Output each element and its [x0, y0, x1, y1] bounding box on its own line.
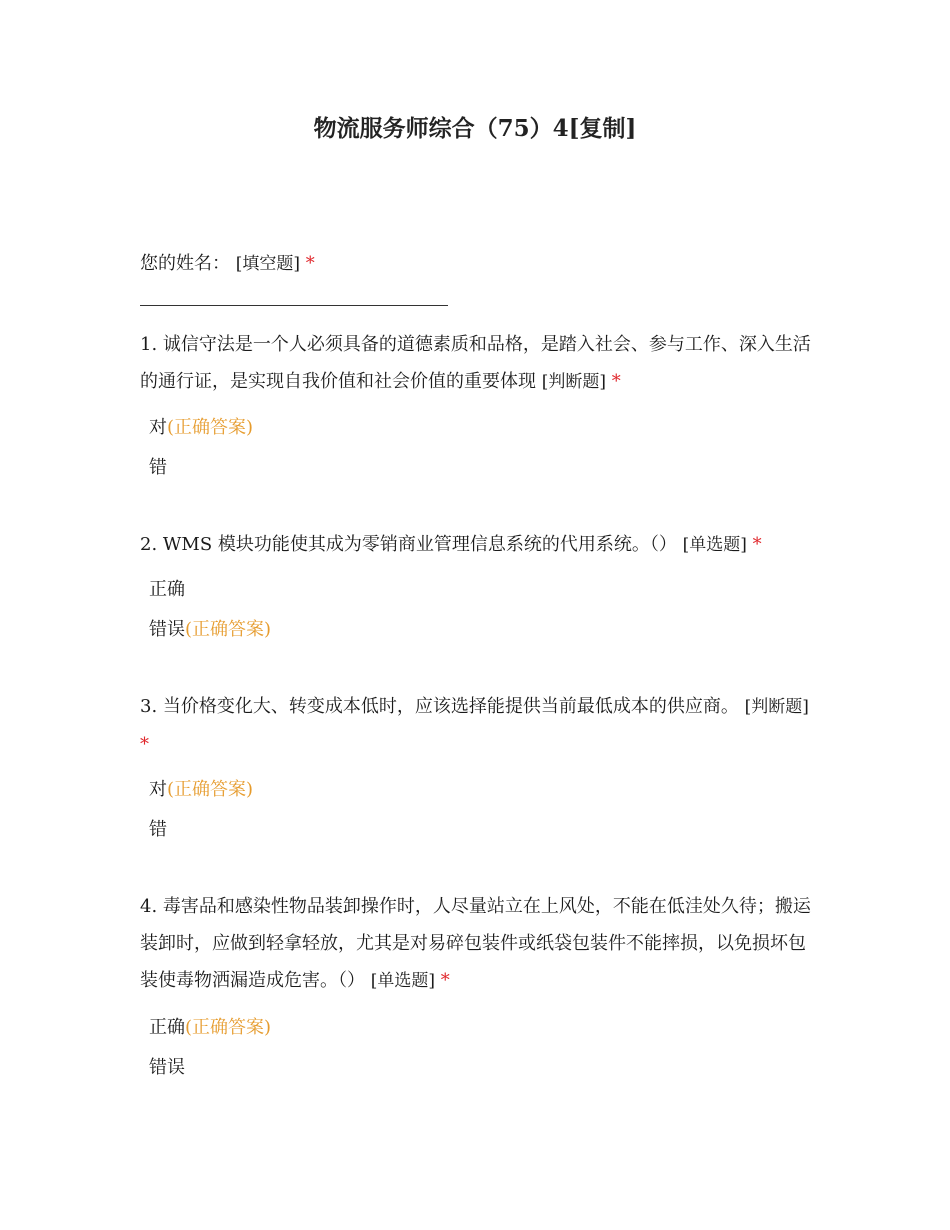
question-type-tag: [判断题]	[541, 372, 606, 392]
option-label: 错误	[149, 1057, 185, 1078]
correct-answer-label: (正确答案)	[185, 619, 272, 640]
option[interactable]	[149, 415, 253, 441]
required-mark: *	[611, 371, 621, 392]
option[interactable]	[149, 577, 185, 603]
question-type-tag: [单选题]	[370, 971, 435, 991]
question-1	[140, 326, 812, 401]
name-answer-line[interactable]	[140, 305, 448, 306]
question-type-tag: [判断题]	[744, 697, 809, 717]
page-title: 物流服务师综合（75）4[复制]	[313, 115, 637, 142]
correct-answer-label: (正确答案)	[167, 779, 254, 800]
question-text: 3. 当价格变化大、转变成本低时，应该选择能提供当前最低成本的供应商。	[140, 696, 739, 717]
required-mark: *	[440, 970, 450, 991]
question-type-tag: [单选题]	[682, 535, 747, 555]
option[interactable]	[149, 455, 167, 481]
option[interactable]	[149, 777, 253, 803]
correct-answer-label: (正确答案)	[167, 417, 254, 438]
question-text: 4. 毒害品和感染性物品装卸操作时，人尽量站立在上风处，不能在低洼处久待；搬运装卸时，应做到轻拿轻放，尤其是对易碎包装件或纸袋包装件不能摔损，以免损坏包装使毒物洒漏造成危害。（）	[140, 896, 811, 991]
option-label: 对	[149, 779, 167, 800]
required-mark: *	[305, 253, 315, 274]
name-label: 您的姓名：	[140, 253, 230, 274]
question-3	[140, 688, 812, 763]
required-mark: *	[752, 534, 762, 555]
option[interactable]	[149, 617, 271, 643]
option-label: 错	[149, 457, 167, 478]
question-type-tag: [填空题]	[235, 254, 300, 274]
question-2	[140, 526, 812, 564]
question-4	[140, 888, 812, 1000]
option-label: 错误	[149, 619, 185, 640]
required-mark: *	[140, 734, 149, 755]
name-question	[140, 248, 812, 280]
question-text: 2. WMS 模块功能使其成为零销商业管理信息系统的代用系统。（）	[140, 534, 677, 555]
option[interactable]	[149, 1055, 185, 1081]
correct-answer-label: (正确答案)	[185, 1017, 272, 1038]
option-label: 对	[149, 417, 167, 438]
option[interactable]	[149, 817, 167, 843]
option[interactable]	[149, 1015, 271, 1041]
option-label: 错	[149, 819, 167, 840]
option-label: 正确	[149, 579, 185, 600]
option-label: 正确	[149, 1017, 185, 1038]
question-text: 1. 诚信守法是一个人必须具备的道德素质和品格，是踏入社会、参与工作、深入生活的通行证，是实现自我价值和社会价值的重要体现	[140, 334, 811, 392]
